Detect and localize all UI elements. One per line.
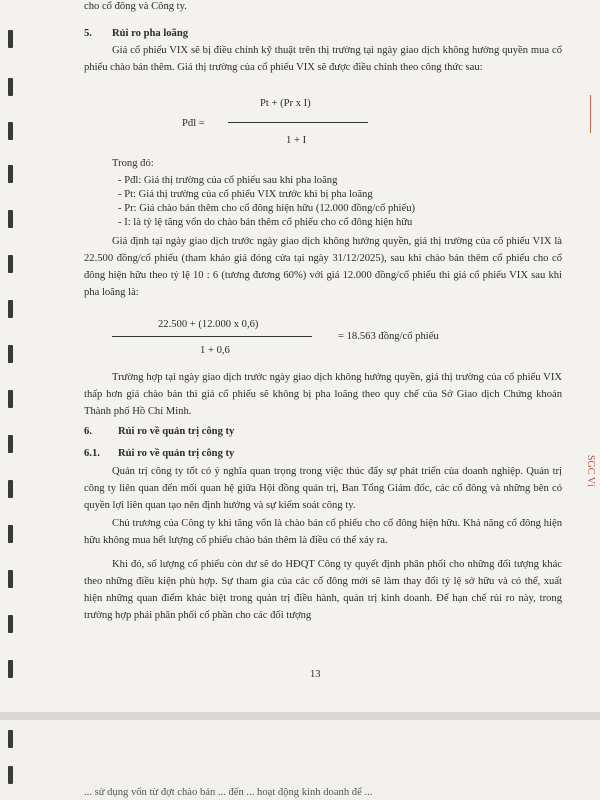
bullet-3: - Pr: Giá chào bán thêm cho cổ đông hiện hữu (12.000 đồng/cổ phiếu): [118, 203, 416, 214]
formula-denominator: 1 + I: [286, 135, 307, 146]
formula-lhs: Pđl =: [182, 118, 205, 129]
binder-hole: [8, 525, 13, 543]
paragraph-governance: Quản trị công ty tốt có ý nghĩa quan trọng trong việc thúc đẩy sự phát triển của doanh nghiệp. Quản trị công ty liên quan đến mối quan hệ giữa Hội đồng quản trị, Ban Tổng Giám đốc, các cổ đông và những bên có quyền lợi liên quan tạo nên định hướng và sự kiểm soát công ty.: [84, 466, 562, 511]
binder-hole: [8, 165, 13, 183]
binder-hole: [8, 210, 13, 228]
paragraph-no-dilution: Trường hợp tại ngày giao dịch trước ngày giao dịch không hưởng quyền, giá thị trường của cổ phiếu VIX thấp hơn giá chào bán thì giá cổ phiếu sẽ không bị pha loãng theo quy chế của Sở Giao dịch Chứng khoán Thành phố Hồ Chí Minh.: [84, 372, 562, 417]
page-number: 13: [310, 669, 321, 680]
binder-hole: [8, 390, 13, 408]
binder-hole: [8, 570, 13, 588]
binder-hole: [8, 345, 13, 363]
binder-hole: [8, 255, 13, 273]
where-label: Trong đó:: [112, 158, 154, 169]
binder-hole: [8, 480, 13, 498]
paragraph-dilution-intro: Giá cổ phiếu VIX sẽ bị điều chỉnh kỹ thuật trên thị trường tại ngày giao dịch không hưởng quyền mua cổ phiếu chào bán thêm. Giá thị trường của cổ phiếu VIX sẽ được điều chỉnh theo công thức sau:: [84, 45, 562, 73]
calc-result: = 18.563 đồng/cổ phiếu: [338, 331, 439, 342]
paragraph-distribution: Khi đó, số lượng cổ phiếu còn dư sẽ do HĐQT Công ty quyết định phân phối cho những đối tượng khác theo những điều kiện phù hợp. Sự tham gia của các cổ đông mới sẽ làm thay đổi tỷ lệ sở hữu và có thể, xuất hiện những quan điểm khác biệt trong quản trị điều hành, quản trị kinh doanh. Để hạn chế rủi ro này, trong trường hợp phải phân phối cổ phần cho các đối tượng: [84, 559, 562, 621]
next-page-text-fragment: ... sử dụng vốn từ đợt chào bán ... đến ... hoạt động kinh doanh để ...: [84, 787, 373, 798]
next-page: [0, 720, 600, 800]
bullet-2: - Pt: Giá thị trường của cổ phiếu VIX trước khi bị pha loãng: [118, 189, 373, 200]
calc-fraction-bar: [112, 336, 312, 337]
binder-hole: [8, 660, 13, 678]
calc-numerator: 22.500 + (12.000 x 0,6): [158, 319, 259, 330]
binder-hole: [8, 730, 13, 748]
paragraph-policy: Chủ trương của Công ty khi tăng vốn là chào bán cổ phiếu cho cổ đông hiện hữu. Khả năng cổ đông hiện hữu không mua hết lượng cổ phiếu chào bán thêm là điều có thể xảy ra.: [84, 518, 562, 546]
fraction-bar: [228, 122, 368, 123]
section-5-number: 5.: [84, 28, 92, 39]
bullet-4: - I: là tỷ lệ tăng vốn do chào bán thêm cổ phiếu cho cổ đông hiện hữu: [118, 217, 413, 228]
paragraph-assumption: Giả định tại ngày giao dịch trước ngày giao dịch không hưởng quyền, giá thị trường của cổ phiếu VIX là 22.500 đồng/cổ phiếu (tham khảo giá đóng cửa tại ngày 31/12/2025), sau khi chào bán thêm cổ phiếu cho cổ đông hiện hữu theo tỷ lệ 10 : 6 (tương đương 60%) với giá 12.000 đồng/cổ phiếu thì giá cổ phiếu VIX sau khi pha loãng là:: [84, 236, 562, 298]
binder-hole: [8, 766, 13, 784]
section-6-title: Rủi ro về quản trị công ty: [118, 426, 235, 437]
bullet-1: - Pđl: Giá thị trường của cổ phiếu sau khi pha loãng: [118, 175, 338, 186]
binder-hole: [8, 300, 13, 318]
binder-hole: [8, 615, 13, 633]
binder-hole: [8, 78, 13, 96]
formula-numerator: Pt + (Pr x I): [260, 98, 311, 109]
binder-hole: [8, 435, 13, 453]
margin-stamp-mark: [590, 95, 591, 133]
section-6-1-title: Rủi ro về quản trị công ty: [118, 448, 235, 459]
section-6-number: 6.: [84, 426, 92, 437]
binder-hole: [8, 122, 13, 140]
calc-denominator: 1 + 0,6: [200, 345, 230, 356]
margin-handwriting: SGC Ví: [585, 455, 596, 487]
page-gap: [0, 712, 600, 720]
section-6-1-number: 6.1.: [84, 448, 100, 459]
section-5-title: Rủi ro pha loãng: [112, 28, 189, 39]
binder-hole: [8, 30, 13, 48]
top-text: cho cổ đông và Công ty.: [84, 1, 187, 12]
